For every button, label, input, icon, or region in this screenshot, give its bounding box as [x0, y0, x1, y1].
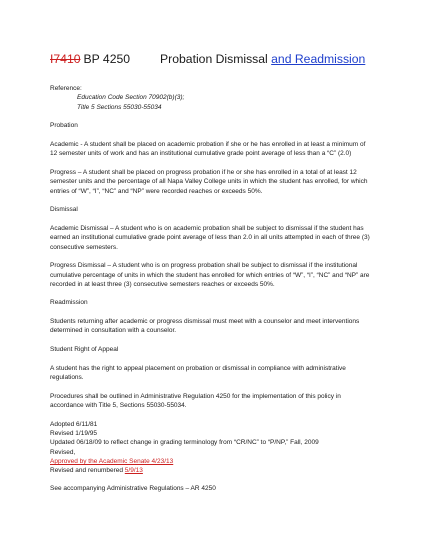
reference-line: Education Code Section 70902(b)(3);: [77, 94, 185, 102]
deleted-policy-code: I7410: [50, 52, 81, 66]
section-heading-readmission: Readmission: [50, 299, 88, 307]
section-heading-dismissal: Dismissal: [50, 206, 78, 214]
reference-list: [50, 93, 370, 112]
policy-code: BP 4250: [83, 52, 131, 66]
paragraph-procedures: Procedures shall be outlined in Administrative Regulation 4250 for the implementation of this policy in accordance with Title 5, Sections 55030-55034.: [50, 392, 341, 410]
reference-line: Title 5 Sections 55030-55034: [77, 103, 162, 111]
paragraph-academic-probation: Academic - A student shall be placed on academic probation if she or he has enrolled in at least a minimum of 12 semester units of work and has an institutional cumulative grade point average of less than a “C” (2.0): [50, 140, 366, 158]
paragraph-appeal: A student has the right to appeal placement on probation or dismissal in compliance with administrative regulations.: [50, 364, 346, 382]
history-renumbered: [50, 466, 370, 475]
revision-history: [50, 420, 370, 476]
section-heading-appeal: Student Right of Appeal: [50, 346, 119, 354]
history-renumbered-date: 5/9/13: [124, 467, 143, 475]
history-revised-2: Revised,: [50, 448, 76, 456]
reference-label: Reference:: [50, 85, 82, 92]
paragraph-readmission: Students returning after academic or progress dismissal must meet with a counselor and meet interventions determined in consultation with a counselor.: [50, 318, 360, 335]
paragraph-progress-dismissal: Progress Dismissal – A student who is on progress probation shall be subject to dismissal if the institutional cumulative percentage of units in which the student has enrolled for which entries of “W”, “I”, “NC” and “NP” are recorded in at least three (3) consecutive semesters reaches or exceeds 50%.: [50, 262, 370, 288]
history-adopted: Adopted 6/11/81: [50, 420, 98, 428]
history-updated: Updated 06/18/09 to reflect change in grading terminology from “CR/NC” to “P/NP,” Fall, 2009: [50, 439, 319, 447]
paragraph-progress-probation: Progress – A student shall be placed on progress probation if he or she has enrolled in a total of at least 12 semester units and the percentage of all Napa Valley College units in which the student has enrolled, for which entries of “W”, “I”, “NC” and “NP” were recorded reaches or exceeds 50%.: [50, 168, 368, 195]
history-renumbered-text: Revised and renumbered: [50, 467, 125, 475]
added-title-text: and Readmission: [271, 52, 366, 66]
document-title: [50, 52, 365, 66]
see-also-reference: See accompanying Administrative Regulations – AR 4250: [50, 485, 216, 493]
policy-title: Probation Dismissal: [160, 52, 268, 66]
history-revised: Revised 1/19/95: [50, 430, 97, 438]
document-body: [50, 84, 370, 493]
history-approved: Approved by the Academic Senate 4/23/13: [50, 458, 174, 465]
paragraph-academic-dismissal: Academic Dismissal – A student who is on academic probation shall be subject to dismissal if the student has earned an institutional cumulative grade point average of less than 2.0 in all units attempted in each of three (3) consecutive semesters.: [50, 224, 370, 251]
section-heading-probation: Probation: [50, 122, 78, 130]
